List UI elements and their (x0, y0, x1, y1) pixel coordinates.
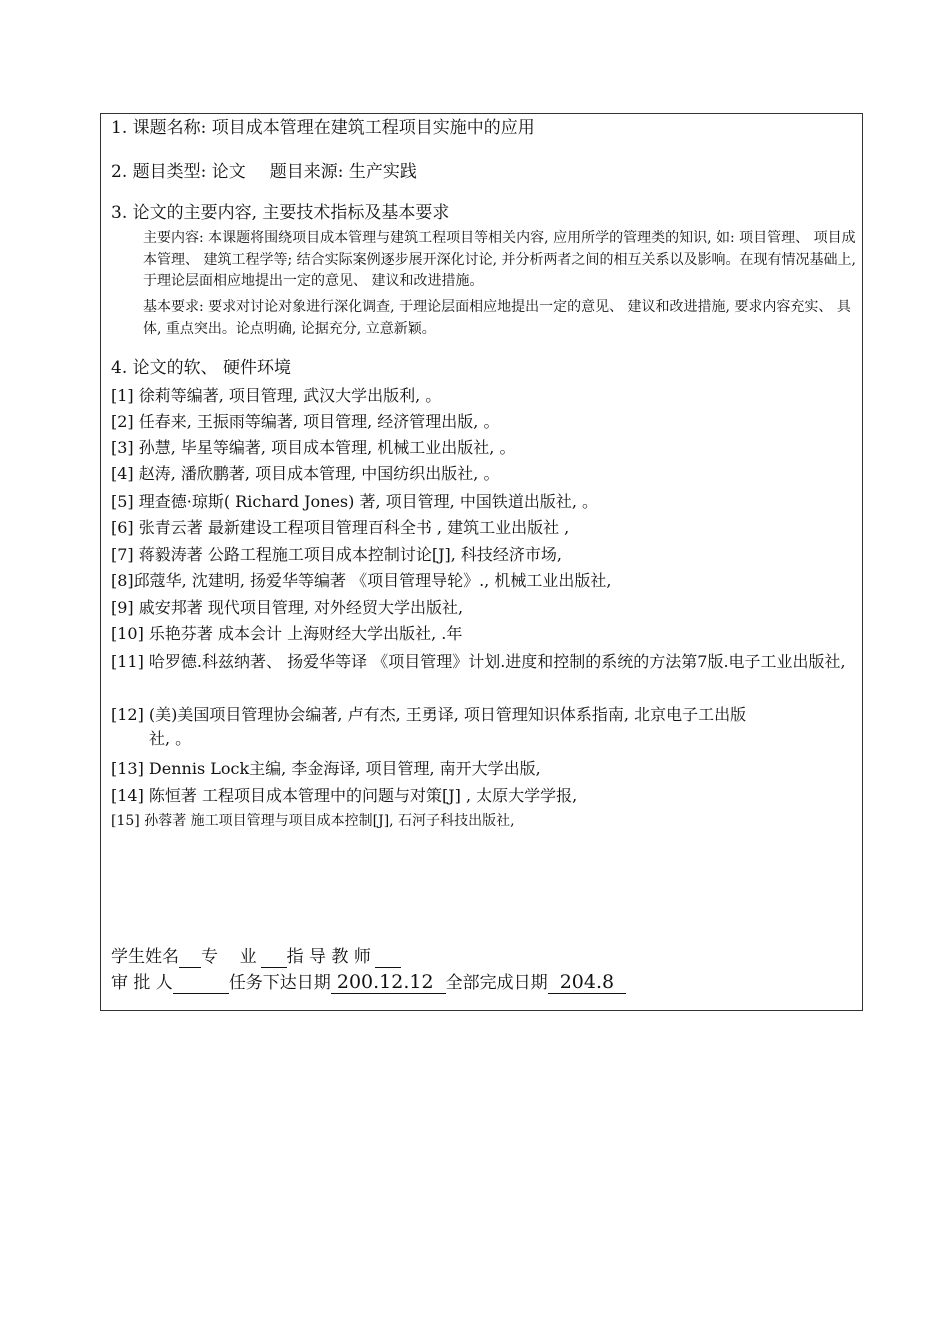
topic-source: 题目来源: 生产实践 (269, 162, 417, 182)
major-field (261, 949, 287, 968)
student-name-field (179, 949, 201, 968)
task-form-frame (100, 113, 863, 1011)
reference-item: [1] 徐莉等编著, 项目管理, 武汉大学出版利, 。 (111, 386, 442, 405)
main-content-text: 主要内容: 本课题将围绕项目成本管理与建筑工程项目等相关内容, 应用所学的管理类的知识, 如: 项目管理、 项目成本管理、 建筑工程学等; 结合实际案例逐步展开深化讨论, 并分析两者之间的相互关系以及影响。在现有情况基础上, 于理论层面相应地提出一定的意见、 建议和改进措施。 (143, 230, 856, 289)
advisor-label: 指 导 教 师 (286, 947, 371, 967)
student-name-label: 学生姓名 (111, 947, 179, 967)
reference-item: [14] 陈恒著 工程项目成本管理中的问题与对策[J] , 太原大学学报, (111, 786, 578, 805)
reference-text: [12] (美)美国项目管理协会编著, 卢有杰, 王勇译, 项日管理知识体系指南, 北京电子工出版 (111, 705, 747, 724)
environment-section-title: 4. 论文的软、 硬件环境 (111, 358, 292, 378)
complete-date-value: 204.8 (547, 971, 627, 993)
reference-item: [10] 乐艳芬著 成本会计 上海财经大学出版社, .年 (111, 624, 463, 643)
basic-requirements-text: 基本要求: 要求对讨论对象进行深化调查, 于理论层面相应地提出一定的意见、 建议和改进措施, 要求内容充实、 具体, 重点突出。论点明确, 论据充分, 立意新颖。 (143, 299, 851, 337)
reference-item: [7] 蒋毅涛著 公路工程施工项目成本控制讨论[J], 科技经济市场, (111, 545, 562, 564)
topic-type-line (111, 160, 417, 184)
advisor-field (375, 949, 401, 968)
reference-item: [13] Dennis Lock主编, 李金海译, 项目管理, 南开大学出版, (111, 759, 541, 778)
main-content-paragraph (111, 228, 857, 293)
approver-field (173, 975, 229, 994)
topic-type: 2. 题目类型: 论文 (111, 162, 246, 182)
reference-item: [5] 理查德·琼斯( Richard Jones) 著, 项目管理, 中国铁道出版社, 。 (111, 492, 598, 511)
reference-item (111, 703, 853, 751)
reference-item: [2] 任春来, 王振雨等编著, 项目管理, 经济管理出版, 。 (111, 412, 500, 431)
issue-date-label: 任务下达日期 (228, 973, 331, 993)
complete-date-label: 全部完成日期 (445, 973, 548, 993)
approver-label: 审 批 人 (111, 973, 173, 993)
reference-continuation: 社, 。 (149, 729, 192, 748)
reference-item: [9] 戚安邦著 现代项目管理, 对外经贸大学出版社, (111, 598, 464, 617)
topic-title: 1. 课题名称: 项目成本管理在建筑工程项目实施中的应用 (111, 118, 535, 138)
reference-item: [3] 孙慧, 毕星等编著, 项目成本管理, 机械工业出版社, 。 (111, 438, 516, 457)
reference-item: [15] 孙蓉著 施工项目管理与项目成本控制[J], 石河子科技出版社, (111, 813, 515, 829)
reference-item: [11] 哈罗德.科兹纳著、 扬爱华等译 《项目管理》计划.进度和控制的系统的方法第7版.电子工业出版社, (111, 652, 846, 671)
major-label: 专 业 (201, 947, 257, 967)
content-section-title: 3. 论文的主要内容, 主要技术指标及基本要求 (111, 203, 450, 223)
signature-line-2 (111, 971, 626, 994)
basic-requirements-paragraph (111, 297, 857, 340)
reference-item: [8]邱蔻华, 沈建明, 扬爱华等编著 《项目管理导轮》., 机械工业出版社, (111, 571, 612, 590)
reference-item: [6] 张青云著 最新建设工程项目管理百科全书 , 建筑工业出版社 , (111, 518, 570, 537)
signature-line-1 (111, 946, 401, 968)
reference-item: [4] 赵涛, 潘欣鹏著, 项目成本管理, 中国纺织出版社, 。 (111, 464, 500, 483)
issue-date-value: 200.12.12 (330, 971, 446, 993)
